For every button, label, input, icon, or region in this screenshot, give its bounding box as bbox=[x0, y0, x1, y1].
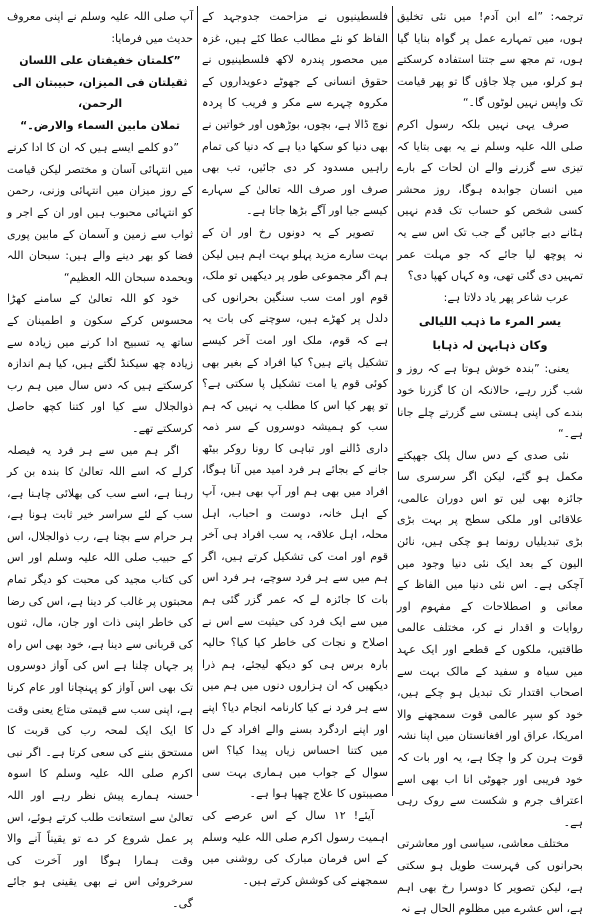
paragraph: آیئے! ۱۲ سال کے اس عرصے کی اہمیت رسول اکرم صلی اللہ علیہ وسلم کے اس فرمان مبارک کی روشنی میں سمجھنے کی کوشش کرتے ہیں۔ bbox=[202, 808, 389, 887]
paragraph: نئی صدی کے دس سال پلک جھپکتے مکمل ہو گئے، لیکن اگر سرسری سا جائزہ بھی لیں تو اس دوران عالمی، علاقائی اور ملکی سطح پر بہت بڑی بڑی تبدیلیاں رونما ہو چکی ہیں، نائن الیون کے بعد ایک نئی دنیا وجود میں آچکی ہے۔ اس نئی دنیا میں الفاظ کے معانی و اصطلاحات کے مفہوم اور روایات و اقدار نے کر، مختلف عالمی طاقتیں، ملکوں کے قطعے اور ایک عہد میں سیاہ و سفید کے مالک بہت سے اصحاب اقتدار تک تبدیل ہو چکے ہیں، خود کو سپر عالمی قوت سمجھنے والا امریکا، عراق اور افغانستان میں اپنا نشہ قوت ہرن کر وا چکا ہے، یہ اور بات کہ خود فریبی اور جھوٹی انا اب بھی اسے اعتراف جرم و شکست سے روک رہی ہے۔ bbox=[397, 448, 583, 829]
paragraph: یعنی: ”بندہ خوش ہوتا ہے کہ روز و شب گزر رہے، حالانکہ ان کا گزرنا خود بندے کی اپنی ہستی سے گزرتے چلے جانا ہے۔“ bbox=[397, 362, 583, 441]
hadith-arabic-line: ”کلمتان خفیفتان علی اللسان bbox=[19, 54, 181, 68]
column-right bbox=[394, 6, 586, 916]
column-divider bbox=[392, 6, 393, 796]
column-divider bbox=[197, 6, 198, 796]
poetry-verse-line: یسر المرء ما ذہب اللیالی bbox=[418, 314, 562, 329]
paragraph: تصویر کے یہ دونوں رخ اور ان کے بہت سارے مزید پہلو بہت اہم ہیں لیکن ہم اگر مجموعی طور پر دیکھیں تو ملک، قوم اور امت سب سنگین بحرانوں کی دلدل پر کھڑے ہیں، سوچنے کی بات یہ ہے کہ قوم، ملک اور امت آخر کیسے تشکیل پاتے ہیں؟ کیا افراد کے بغیر بھی کوئی قوم یا امت تشکیل پا سکتی ہے؟ تو پھر کیا اس کا مطلب یہ نہیں کہ ہم سب کو ہمیشہ دوسروں کے سر ذمہ داری ڈالنے اور تباہی کا رونا روکر بیٹھ جانے کے بجائے ہر فرد امید میں آنا ہوگا، افراد میں بھی ہم اور آپ بھی ہیں، آپ کے اہل خانہ، دوست و احباب، اہل محلہ، اہل علاقہ، یہ سب افراد ہی آخر قوم اور امت کی تشکیل کرتے ہیں، اگر ہم میں سے ہر فرد سوچے، ہر فرد اس بات کا جائزہ لے کہ عمر گزر گئی ہم میں سے ایک فرد کی حیثیت سے اس نے اصلاح و نجات کی خاطر کیا کیا؟ حالیہ بارہ برس ہی کو دیکھ لیجئے، ہم ذرا دیکھیں کہ ان ہزاروں دنوں میں ہم میں سے ہر فرد نے کیا کارنامہ انجام دیا؟ اپنے اور اپنے اردگرد بسنے والے افراد کے دل میں کتنا احساس زیاں پیدا کیا؟ اس سوال کے جواب میں ہماری بہت سی مصیبتوں کا علاج چھپا ہوا ہے۔ bbox=[202, 225, 389, 801]
paragraph: صرف یہی نہیں بلکہ رسول اکرم صلی اللہ علیہ وسلم نے یہ بھی بتایا کہ تیزی سے گزرنے والے ان لحات کے بارے میں انسان جوابدہ ہوگا، روز محشر کسی شخص کو حساب تک قدم نہیں ہٹانے دیے جائیں گے جب تک اس سے یہ نہ پوچھ لیا جائے کہ جو مہلت عمر تمہیں دی گئی تھی، وہ کہاں کھپا دی؟ bbox=[397, 117, 583, 283]
paragraph: اگر ہم میں سے ہر فرد یہ فیصلہ کرلے کہ اسے اللہ تعالیٰ کا بندہ بن کر رہنا ہے، اسے سب کی بھلائی چاہنا ہے، سب کے لئے سراسر خیر ثابت ہونا ہے، ہر حرام سے بچنا ہے، رب ذوالجلال، اس کے حبیب صلی اللہ علیہ وسلم اور اس کی کتاب مجید کی محبت کو دیگر تمام محبتوں پر غالب کر دینا ہے، اس کی رضا کی خاطر اپنی ذات اور جان، مال، ثنوں کی قربانی سے دینا ہے، خود بھی اس راہ پر جہاں چلنا ہے اس کی آواز دوسروں تک بھی اس آواز کو پہنچانا اور عام کرنا ہے، اپنی سب سے قیمتی متاع یعنی وقت کا ایک ایک لمحہ رب کی قربت کا مستحق بننے کی سعی کرتا ہے۔ اگر نبی اکرم صلی اللہ علیہ وسلم کا اسوہ حسنہ ہمارے پیش نظر رہے اور اللہ تعالیٰ سے استعانت طلب کرتے ہوئے، اس پر عمل شروع کر دے تو یقیناً آنے والا وقت ہمارا ہوگا اور آخرت کی سرخروئی اس نے بھی یقینی ہو جائے گی۔ bbox=[7, 443, 194, 910]
paragraph: فلسطینیوں نے مزاحمت جدوجہد کے الفاظ کو نئے مطالب عطا کئے ہیں، غزہ میں محصور پندرہ لاکھ فلسطینیوں نے حقوق انسانی کے جھوٹے دعویداروں کے مکروہ چہرے سے مکر و فریب کا پردہ نوچ ڈالا ہے، بچوں، بوڑھوں اور خواتین نے بھی دنیا کو سکھا دیا ہے کہ دنیا کی تمام راہیں مسدود کر دی جائیں، تب بھی صرف اور صرف اللہ تعالیٰ کے سہارے کیسے جیا اور آگے بڑھا جاتا ہے۔ bbox=[202, 10, 389, 218]
paragraph: خود کو اللہ تعالیٰ کے سامنے کھڑا محسوس کرکے سکون و اطمینان کے ساتھ یہ تسبیح ادا کرنے میں زیادہ سے زیادہ چھ سیکنڈ لگتے ہیں، کیا ہم اندازہ کرسکتے ہیں کہ دس سال میں ہم رب ذوالجلال سے کیا اور کتنا کچھ حاصل کرسکتے تھے۔ bbox=[7, 292, 194, 435]
column-left bbox=[4, 6, 196, 910]
paragraph: مختلف معاشی، سیاسی اور معاشرتی بحرانوں کی فہرست طویل ہو سکتی ہے، لیکن تصویر کا دوسرا رخ بھی اہم ہے، اس عشرے میں مظلوم الحال ہے نہ bbox=[397, 837, 583, 916]
paragraph: ”دو کلمے ایسے ہیں کہ ان کا ادا کرنے میں انتہائی آسان و مختصر لیکن قیامت کے روز میزان میں انتہائی وزنی، رحمن کو انتہائی محبوب ہیں اور ان کے اجر و ثواب سے زمین و آسمان کے مابین پوری فضا کو بھر دینے والے ہیں: سبحان اللہ وبحمدہ سبحان اللہ العظیم“ bbox=[7, 141, 194, 284]
paragraph: عرب شاعر پھر یاد دلاتا ہے: bbox=[443, 290, 569, 304]
column-middle bbox=[199, 6, 391, 887]
hadith-arabic-line: تملان مابین السماء والارض۔“ bbox=[20, 119, 181, 133]
poetry-verse-line: وکان ذہابہن لہ ذہابا bbox=[432, 338, 548, 353]
paragraph: ترجمہ: ”اے ابن آدم! میں نئی تخلیق ہوں، میں تمہارے عمل پر گواہ بنایا گیا ہوں، تم مجھ سے جتنا استفادہ کرسکتے ہو کرلو، میں چلا جاؤں گا تو پھر قیامت تک واپس نہیں لوٹوں گا۔“ bbox=[397, 10, 583, 110]
hadith-arabic-line: ثقیلتان فی المیزان، حبیبتان الی الرحمن، bbox=[12, 76, 188, 111]
paragraph: آپ صلی اللہ علیہ وسلم نے اپنی معروف حدیث میں فرمایا: bbox=[7, 10, 194, 45]
